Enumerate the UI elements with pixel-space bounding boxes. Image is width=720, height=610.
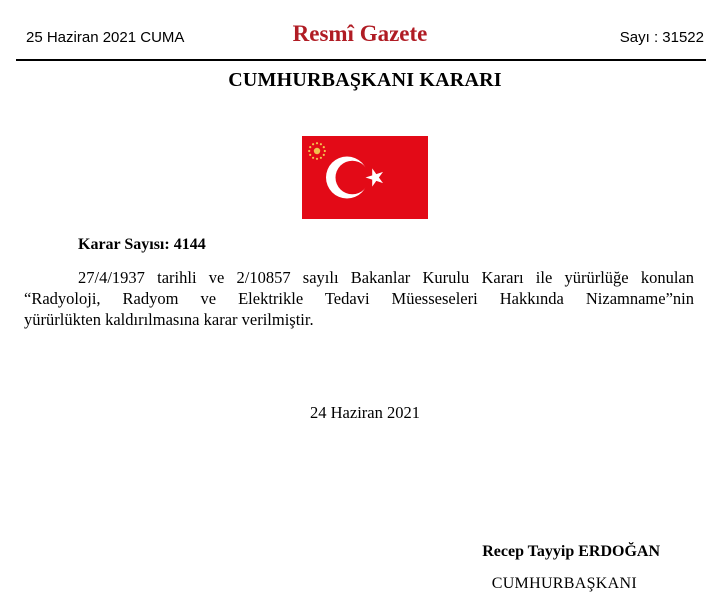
decision-number: Karar Sayısı: 4144 xyxy=(78,236,206,253)
signer-title: CUMHURBAŞKANI xyxy=(491,575,637,592)
header-divider xyxy=(16,59,706,61)
body-line: 27/4/1937 tarihli ve 2/10857 sayılı Bakanlar Kurulu Kararı ile yürürlüğe konulan xyxy=(78,268,694,287)
issue-number: Sayı : 31522 xyxy=(619,29,704,46)
presidential-emblem-icon xyxy=(307,141,327,161)
signer-name: Recep Tayyip ERDOĞAN xyxy=(482,543,660,560)
body-line: “Radyoloji, Radyom ve Elektrikle Tedavi Müesseseleri Hakkında Nizamname”nin xyxy=(24,289,694,308)
document-heading: CUMHURBAŞKANI KARARI xyxy=(228,69,502,91)
body-line: yürürlükten kaldırılmasına karar verilmiştir. xyxy=(24,310,314,329)
publication-date: 25 Haziran 2021 CUMA xyxy=(26,29,185,46)
decision-date: 24 Haziran 2021 xyxy=(310,403,420,422)
decision-body xyxy=(24,267,694,330)
gazette-header xyxy=(0,0,720,64)
gazette-title: Resmî Gazete xyxy=(292,21,428,46)
